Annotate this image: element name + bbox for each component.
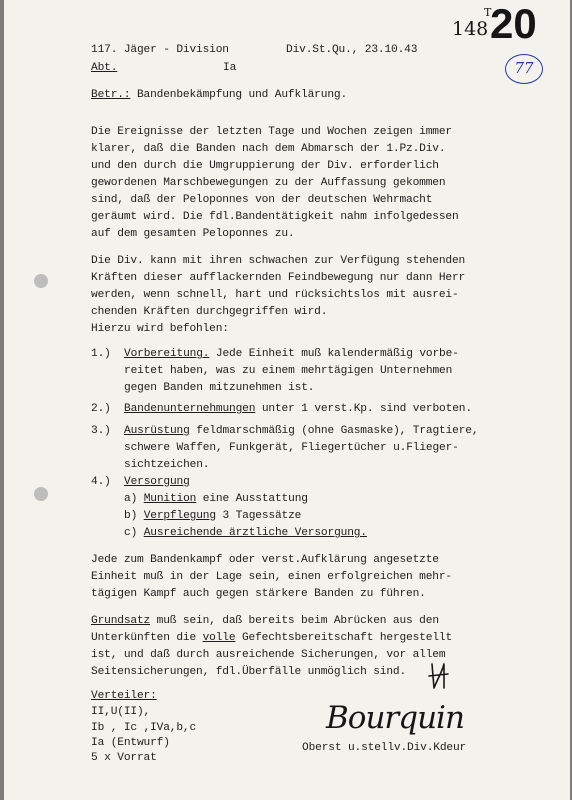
principle-heading: Grundsatz [91, 615, 151, 627]
text-line: Die Ereignisse der letzten Tage und Wochen zeigen immer [91, 126, 452, 138]
item-text: unter 1 verst.Kp. sind verboten. [255, 403, 472, 415]
document-page [4, 0, 570, 800]
text-line: sichtzeichen. [124, 459, 210, 471]
handwritten-signature: Bourquin [326, 700, 464, 736]
distribution-line: 5 x Vorrat [91, 752, 157, 764]
punch-hole [34, 487, 48, 501]
supply-item [124, 525, 367, 541]
supply-heading: Ausreichende ärztliche Versorgung. [143, 527, 367, 539]
supply-item [124, 508, 301, 524]
circled-page-number [505, 54, 543, 84]
text-line: Die Div. kann mit ihren schwachen zur Verfügung stehenden [91, 255, 466, 267]
distribution-line: Ia (Entwurf) [91, 737, 170, 749]
text-line: Einheit muß in der Lage sein, einen erfolgreichen mehr- [91, 571, 452, 583]
distribution-line: Ib , Ic ,IVa,b,c [91, 722, 197, 734]
text-line: geräumt wird. Die fdl.Bandentätigkeit nahm infolgedessen [91, 211, 459, 223]
signatory-title: Oberst u.stellv.Div.Kdeur [302, 742, 467, 754]
text-line: gewordenen Marschbewegungen zu der Auffassung gekommen [91, 177, 446, 189]
location-date: Div.St.Qu., 23.10.43 [286, 44, 418, 56]
text-line [91, 613, 439, 629]
archive-t-mark: T [484, 6, 492, 19]
punch-hole [34, 274, 48, 288]
distribution-label: Verteiler: [91, 690, 157, 702]
supply-text: 3 Tagessätze [215, 510, 302, 522]
item-heading: Bandenunternehmungen [124, 403, 256, 415]
subject-label: Betr.: [91, 89, 131, 101]
item-first-line [124, 346, 459, 362]
supply-heading: Munition [143, 493, 197, 505]
text-line: schwere Waffen, Funkgerät, Fliegertücher u.Flieger- [124, 442, 459, 454]
principle-text: Gefechtsbereitschaft hergestellt [235, 632, 453, 644]
item-number: 2.) [91, 403, 111, 415]
text-line: Jede zum Bandenkampf oder verst.Aufklärung angesetzte [91, 554, 439, 566]
unit-name: 117. Jäger - Division [91, 44, 229, 56]
text-line: sind, daß der Peloponnes von der deutschen Wehrmacht [91, 194, 433, 206]
supply-letter: b) [124, 510, 138, 522]
supply-heading: Verpflegung [143, 510, 216, 522]
supply-letter: c) [124, 527, 138, 539]
circled-number-text: 77 [514, 59, 534, 77]
principle-text: muß sein, daß bereits beim Abrücken aus den [150, 615, 439, 627]
department-line [91, 60, 261, 76]
text-line: Kräften dieser aufflackernden Feindbewegung nur dann Herr [91, 272, 466, 284]
item-text: Jede Einheit muß kalendermäßig vorbe- [209, 348, 459, 360]
text-line: klarer, daß die Banden nach dem Abmarsch der 1.Pz.Div. [91, 143, 446, 155]
text-line: werden, wenn schnell, hart und rücksichtslos mit ausrei- [91, 289, 459, 301]
item-heading: Vorbereitung. [124, 348, 210, 360]
subject-line [91, 87, 347, 103]
item-number: 3.) [91, 425, 111, 437]
text-line: reitet haben, was zu einem mehrtägigen Unternehmen [124, 365, 453, 377]
text-line: chenden Kräften durchgegriffen wird. [91, 306, 328, 318]
item-heading: Versorgung [124, 476, 190, 488]
subject-text: Bandenbekämpfung und Aufklärung. [136, 89, 348, 101]
folio-number-large: 20 [490, 0, 537, 47]
item-number: 4.) [91, 476, 111, 488]
distribution-line: II,U(II), [91, 706, 151, 718]
text-line: gegen Banden mitzunehmen ist. [124, 382, 315, 394]
item-text: feldmarschmäßig (ohne Gasmaske), Tragtiere, [189, 425, 479, 437]
item-first-line [124, 474, 190, 490]
text-line: ist, und daß durch ausreichende Sicherungen, vor allem [91, 649, 446, 661]
item-first-line [124, 401, 472, 417]
department-prefix: Abt. [91, 62, 118, 74]
text-line [91, 630, 452, 646]
text-line: und den durch die Umgruppierung der Div. erforderlich [91, 160, 439, 172]
supply-item [124, 491, 308, 507]
department-value: Ia [223, 62, 237, 74]
item-heading: Ausrüstung [124, 425, 190, 437]
text-line: Seitensicherungen, fdl.Überfälle unmöglich sind. [91, 666, 407, 678]
supply-letter: a) [124, 493, 138, 505]
supply-text: eine Ausstattung [196, 493, 308, 505]
item-first-line [124, 423, 478, 439]
handwritten-initial [426, 658, 452, 694]
text-line: auf dem gesamten Peloponnes zu. [91, 228, 295, 240]
principle-emphasis: volle [202, 632, 236, 644]
text-line: tägigen Kampf auch gegen stärkere Banden zu führen. [91, 588, 426, 600]
item-number: 1.) [91, 348, 111, 360]
folio-number-small: 148 [452, 18, 489, 40]
text-line: Hierzu wird befohlen: [91, 323, 229, 335]
principle-text: Unterkünften die [91, 632, 203, 644]
